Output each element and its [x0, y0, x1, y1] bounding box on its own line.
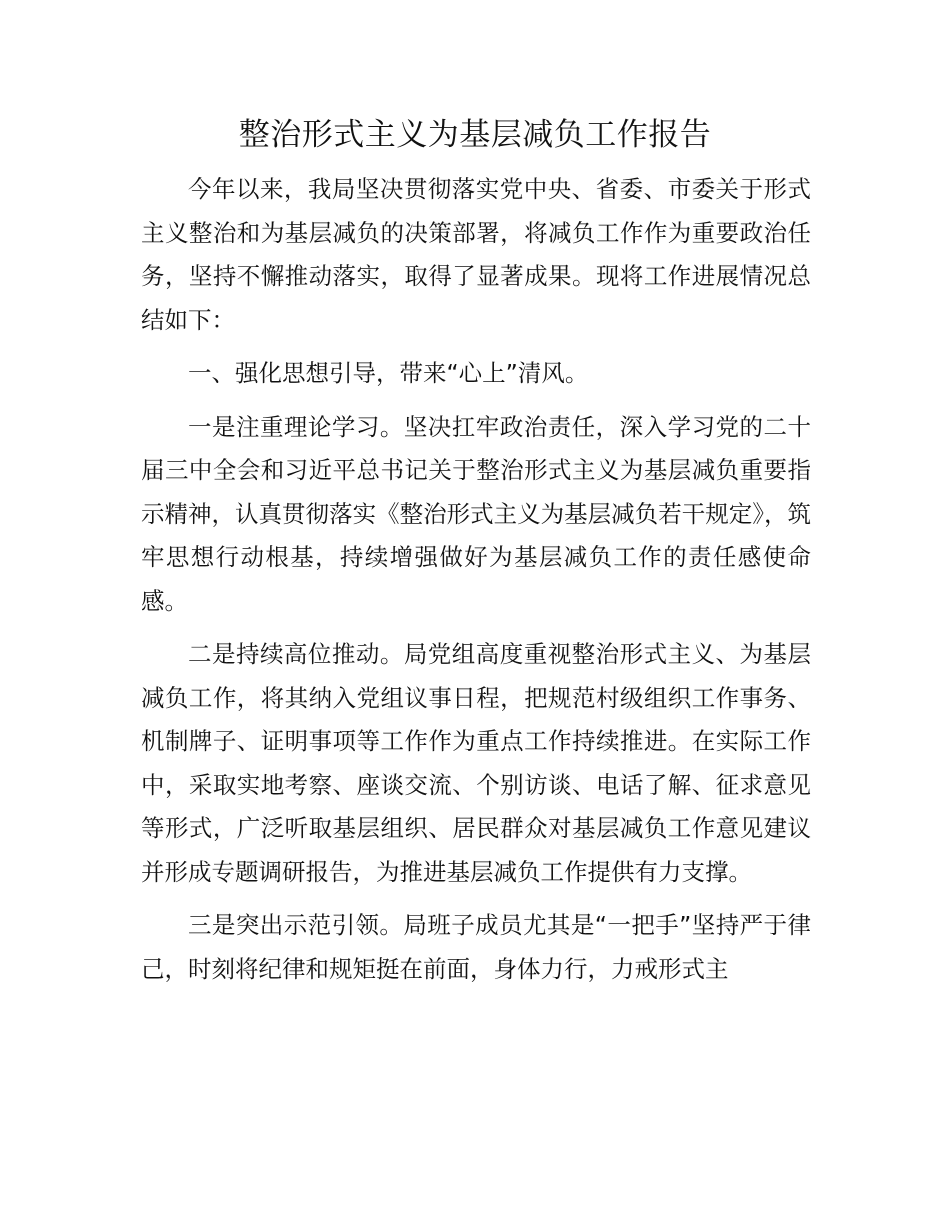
section-heading: 一、强化思想引导，带来“心上”清风。: [188, 359, 589, 387]
paragraph-exemplary-leadership: 三是突出示范引领。局班子成员尤其是“一把手”坚持严于律己，时刻将纪律和规矩挺在前面，身体力行，力戒形式主: [141, 911, 811, 983]
document-body: [141, 168, 811, 1001]
document-title: 整治形式主义为基层减负工作报告: [238, 117, 712, 153]
intro-paragraph: 今年以来，我局坚决贯彻落实党中央、省委、市委关于形式主义整治和为基层减负的决策部署，将减负工作作为重要政治任务，坚持不懈推动落实，取得了显著成果。现将工作进展情况总结如下：: [141, 175, 811, 334]
paragraph-high-level-push: 二是持续高位推动。局党组高度重视整治形式主义、为基层减负工作，将其纳入党组议事日程，把规范村级组织工作事务、机制牌子、证明事项等工作作为重点工作持续推进。在实际工作中，采取实地考察、座谈交流、个别访谈、电话了解、征求意见等形式，广泛听取基层组织、居民群众对基层减负工作意见建议并形成专题调研报告，为推进基层减负工作提供有力支撑。: [141, 640, 811, 886]
paragraph-theory-study: 一是注重理论学习。坚决扛牢政治责任，深入学习党的二十届三中全会和习近平总书记关于整治形式主义为基层减负重要指示精神，认真贯彻落实《整治形式主义为基层减负若干规定》，筑牢思想行动根基，持续增强做好为基层减负工作的责任感使命感。: [141, 412, 811, 615]
